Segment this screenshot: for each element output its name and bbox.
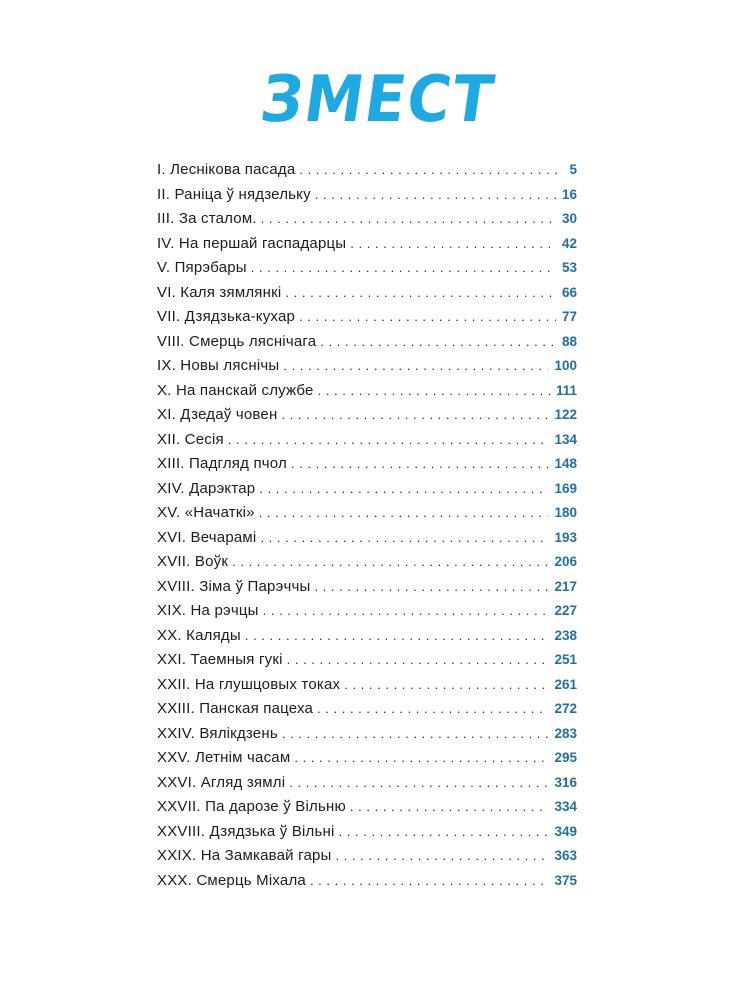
toc-entry-title: XXVII. Па дарозе ў Вільню bbox=[157, 798, 346, 815]
toc-entry-page-number: 261 bbox=[554, 676, 577, 692]
toc-entry-title: III. За сталом. bbox=[157, 210, 257, 227]
toc-entry-page-number: 349 bbox=[554, 823, 577, 839]
toc-entry-title: XVI. Вечарамі bbox=[157, 528, 257, 546]
dot-leader bbox=[299, 309, 556, 324]
title-container bbox=[0, 63, 756, 137]
dot-leader bbox=[282, 726, 549, 741]
toc-entry[interactable] bbox=[157, 333, 577, 358]
toc-entry-title: IV. На першай гаспадарцы bbox=[157, 234, 347, 252]
toc-entry-page-number: 363 bbox=[554, 848, 577, 863]
toc-entry-page-number: 30 bbox=[561, 211, 577, 226]
dot-leader bbox=[232, 554, 548, 569]
dot-leader bbox=[281, 407, 548, 422]
toc-entry-title: XIV. Дарэктар bbox=[157, 479, 256, 497]
dot-leader bbox=[315, 187, 556, 202]
dot-leader bbox=[261, 211, 556, 226]
toc-entry-page-number: 227 bbox=[554, 603, 577, 618]
toc-entry[interactable] bbox=[157, 235, 577, 260]
toc-entry[interactable] bbox=[157, 725, 577, 750]
dot-leader bbox=[245, 628, 549, 643]
dot-leader bbox=[294, 750, 548, 765]
toc-entry[interactable] bbox=[157, 676, 577, 701]
toc-entry-title: XIX. На рэчцы bbox=[157, 602, 259, 619]
toc-entry-page-number: 66 bbox=[561, 284, 577, 300]
toc-entry-page-number: 295 bbox=[554, 750, 577, 765]
toc-entry-page-number: 238 bbox=[554, 627, 577, 643]
toc-entry-title: XXIV. Вялікдзень bbox=[157, 724, 278, 742]
toc-entry-title: XXI. Таемныя гукі bbox=[157, 651, 283, 668]
toc-entry-title: XVIII. Зіма ў Парэччы bbox=[157, 577, 311, 595]
dot-leader bbox=[299, 162, 563, 177]
toc-entry-title: XI. Дзедаў човен bbox=[157, 406, 278, 423]
toc-entry[interactable] bbox=[157, 259, 577, 284]
toc-entry[interactable] bbox=[157, 553, 577, 578]
toc-entry-page-number: 334 bbox=[554, 799, 577, 814]
dot-leader bbox=[314, 579, 548, 594]
toc-entry-page-number: 5 bbox=[569, 162, 577, 177]
toc-entry-page-number: 53 bbox=[561, 260, 577, 275]
dot-leader bbox=[289, 775, 548, 790]
toc-entry-page-number: 375 bbox=[554, 872, 577, 888]
dot-leader bbox=[283, 358, 548, 373]
toc-entry-page-number: 180 bbox=[554, 505, 577, 520]
dot-leader bbox=[259, 505, 549, 520]
toc-entry-title: XII. Сесія bbox=[157, 430, 224, 448]
dot-leader bbox=[260, 530, 548, 545]
toc-entry[interactable] bbox=[157, 651, 577, 676]
toc-entry-page-number: 77 bbox=[561, 309, 577, 324]
toc-entry[interactable] bbox=[157, 382, 577, 407]
dot-leader bbox=[259, 481, 548, 496]
toc-entry[interactable] bbox=[157, 161, 577, 186]
toc-entry[interactable] bbox=[157, 602, 577, 627]
toc-entry-page-number: 206 bbox=[554, 554, 577, 569]
toc-entry[interactable] bbox=[157, 823, 577, 848]
dot-leader bbox=[291, 456, 549, 471]
toc-entry[interactable] bbox=[157, 529, 577, 554]
toc-entry[interactable] bbox=[157, 431, 577, 456]
toc-entry-page-number: 169 bbox=[554, 480, 577, 496]
dot-leader bbox=[317, 701, 548, 716]
toc-entry-page-number: 100 bbox=[554, 358, 577, 373]
toc-entry-title: V. Пярэбары bbox=[157, 259, 247, 276]
toc-entry[interactable] bbox=[157, 308, 577, 333]
toc-entry[interactable] bbox=[157, 749, 577, 774]
dot-leader bbox=[318, 383, 550, 398]
toc-entry-title: XVII. Воўк bbox=[157, 553, 229, 570]
toc-entry-title: XXX. Смерць Міхала bbox=[157, 871, 306, 889]
toc-entry[interactable] bbox=[157, 357, 577, 382]
toc-entry-page-number: 272 bbox=[554, 701, 577, 716]
dot-leader bbox=[263, 603, 549, 618]
toc-entry[interactable] bbox=[157, 284, 577, 309]
dot-leader bbox=[251, 260, 556, 275]
toc-entry-title: X. На панскай службе bbox=[157, 381, 314, 399]
toc-entry-title: XXII. На глушцовых токах bbox=[157, 675, 341, 693]
toc-entry-title: IX. Новы ляснічы bbox=[157, 357, 280, 374]
toc-entry[interactable] bbox=[157, 798, 577, 823]
toc-entry-page-number: 148 bbox=[554, 456, 577, 471]
toc-entry-page-number: 316 bbox=[554, 774, 577, 790]
toc-entry-title: XIII. Падгляд пчол bbox=[157, 455, 287, 472]
toc-entry[interactable] bbox=[157, 627, 577, 652]
toc-entry-title: XX. Каляды bbox=[157, 626, 241, 644]
dot-leader bbox=[336, 848, 549, 863]
toc-entry-page-number: 283 bbox=[554, 725, 577, 741]
dot-leader bbox=[339, 824, 549, 839]
toc-entry-title: II. Раніца ў нядзельку bbox=[157, 185, 311, 203]
toc-entry[interactable] bbox=[157, 480, 577, 505]
toc-entry[interactable] bbox=[157, 872, 577, 897]
toc-entry[interactable] bbox=[157, 210, 577, 235]
toc-entry-title: XXIX. На Замкавай гары bbox=[157, 847, 332, 864]
dot-leader bbox=[310, 873, 549, 888]
toc-entry-page-number: 111 bbox=[555, 382, 577, 398]
toc-entry-page-number: 251 bbox=[554, 652, 577, 667]
toc-entry-page-number: 134 bbox=[554, 431, 577, 447]
dot-leader bbox=[320, 334, 556, 349]
dot-leader bbox=[344, 677, 548, 692]
dot-leader bbox=[350, 799, 549, 814]
toc-entry[interactable] bbox=[157, 406, 577, 431]
dot-leader bbox=[285, 285, 556, 300]
dot-leader bbox=[287, 652, 549, 667]
toc-entry-title: XXVI. Агляд зямлі bbox=[157, 773, 286, 791]
page-title: ЗМЕСТ bbox=[256, 63, 500, 137]
toc-entry-page-number: 193 bbox=[554, 529, 577, 545]
toc-entry-title: XXIII. Панская пацеха bbox=[157, 700, 314, 717]
toc-entry[interactable] bbox=[157, 186, 577, 211]
toc-entry[interactable] bbox=[157, 774, 577, 799]
toc-entry[interactable] bbox=[157, 455, 577, 480]
toc-entry-title: VIII. Смерць ляснічага bbox=[157, 332, 317, 350]
toc-entry-title: VI. Каля зямлянкі bbox=[157, 283, 282, 301]
toc-entry-title: XV. «Начаткі» bbox=[157, 504, 255, 521]
toc-entry-title: I. Леснікова пасада bbox=[157, 161, 296, 178]
dot-leader bbox=[228, 432, 549, 447]
toc-entry-title: XXV. Летнім часам bbox=[157, 749, 291, 766]
toc-entry-page-number: 16 bbox=[561, 186, 577, 202]
toc-entry-title: VII. Дзядзька-кухар bbox=[157, 308, 296, 325]
toc-entry-title: XXVIII. Дзядзька ў Вільні bbox=[157, 822, 335, 840]
toc-entry-page-number: 122 bbox=[554, 407, 577, 422]
table-of-contents bbox=[157, 161, 577, 896]
toc-entry-page-number: 42 bbox=[561, 235, 577, 251]
toc-entry[interactable] bbox=[157, 700, 577, 725]
toc-entry[interactable] bbox=[157, 578, 577, 603]
toc-entry[interactable] bbox=[157, 504, 577, 529]
toc-entry-page-number: 217 bbox=[554, 578, 577, 594]
toc-entry-page-number: 88 bbox=[561, 333, 577, 349]
toc-entry[interactable] bbox=[157, 847, 577, 872]
dot-leader bbox=[350, 236, 556, 251]
